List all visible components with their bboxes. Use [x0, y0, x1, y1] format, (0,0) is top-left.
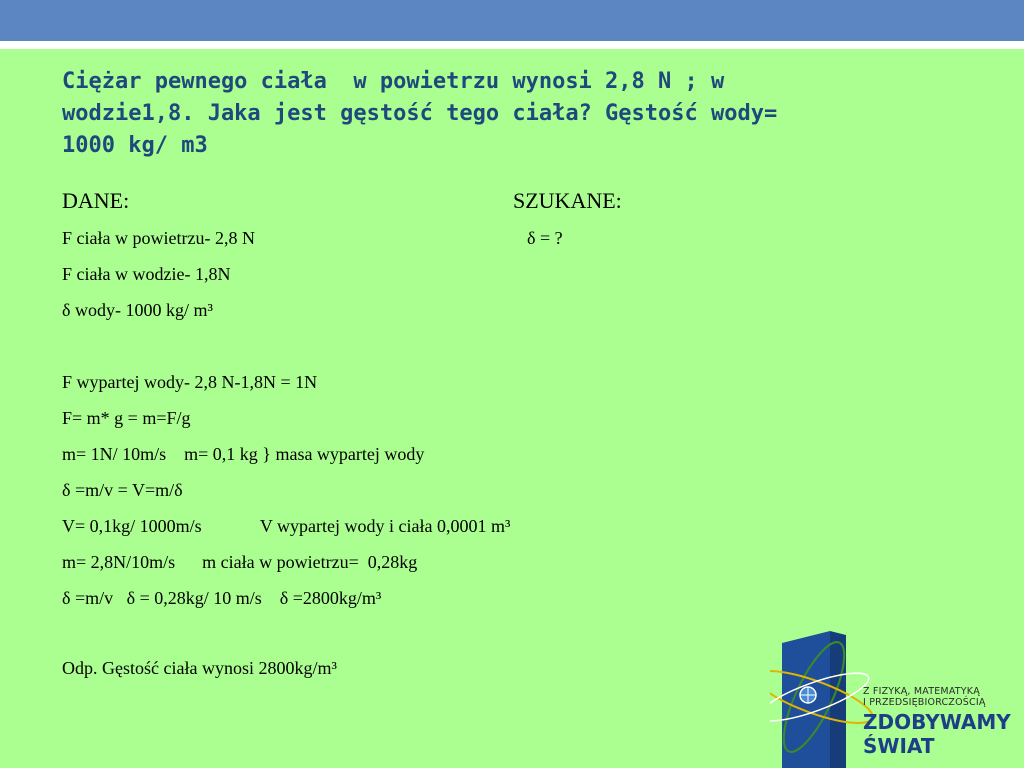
solution-line-6: m= 2,8N/10m/s m ciała w powietrzu= 0,28kg	[62, 552, 418, 572]
logo-tagline	[863, 686, 986, 708]
title-line-1: Ciężar pewnego ciała w powietrzu wynosi 2,8 N ; w	[62, 69, 725, 94]
solution-line-3: m= 1N/ 10m/s m= 0,1 kg } masa wypartej wody	[62, 444, 425, 464]
dane-item-1: F ciała w powietrzu- 2,8 N	[62, 228, 255, 248]
logo-name-line-2: ŚWIAT	[863, 734, 935, 758]
header-bar	[0, 0, 1024, 41]
answer-line: Odp. Gęstość ciała wynosi 2800kg/m³	[62, 658, 337, 678]
szukane-value: δ = ?	[527, 228, 563, 248]
logo-tagline-line-2: I PRZEDSIĘBIORCZOŚCIĄ	[863, 697, 986, 708]
dane-item-2: F ciała w wodzie- 1,8N	[62, 264, 231, 284]
solution-line-5: V= 0,1kg/ 1000m/s V wypartej wody i ciała 0,0001 m³	[62, 516, 511, 536]
dane-heading: DANE:	[62, 188, 130, 213]
solution-line-7: δ =m/v δ = 0,28kg/ 10 m/s δ =2800kg/m³	[62, 588, 382, 608]
szukane-heading: SZUKANE:	[513, 188, 622, 213]
logo-tagline-line-1: Z FIZYKĄ, MATEMATYKĄ	[863, 686, 980, 697]
title-line-3: 1000 kg/ m3	[62, 133, 208, 158]
logo-name	[863, 710, 1011, 758]
solution-line-2: F= m* g = m=F/g	[62, 408, 191, 428]
solution-line-1: F wypartej wody- 2,8 N-1,8N = 1N	[62, 372, 318, 392]
logo-name-line-1: ZDOBYWAMY	[863, 710, 1011, 734]
dane-item-3: δ wody- 1000 kg/ m³	[62, 300, 213, 320]
header-stripe	[0, 41, 1024, 49]
slide-title	[62, 66, 962, 162]
title-line-2: wodzie1,8. Jaka jest gęstość tego ciała? Gęstość wody=	[62, 101, 778, 126]
solution-line-4: δ =m/v = V=m/δ	[62, 480, 183, 500]
